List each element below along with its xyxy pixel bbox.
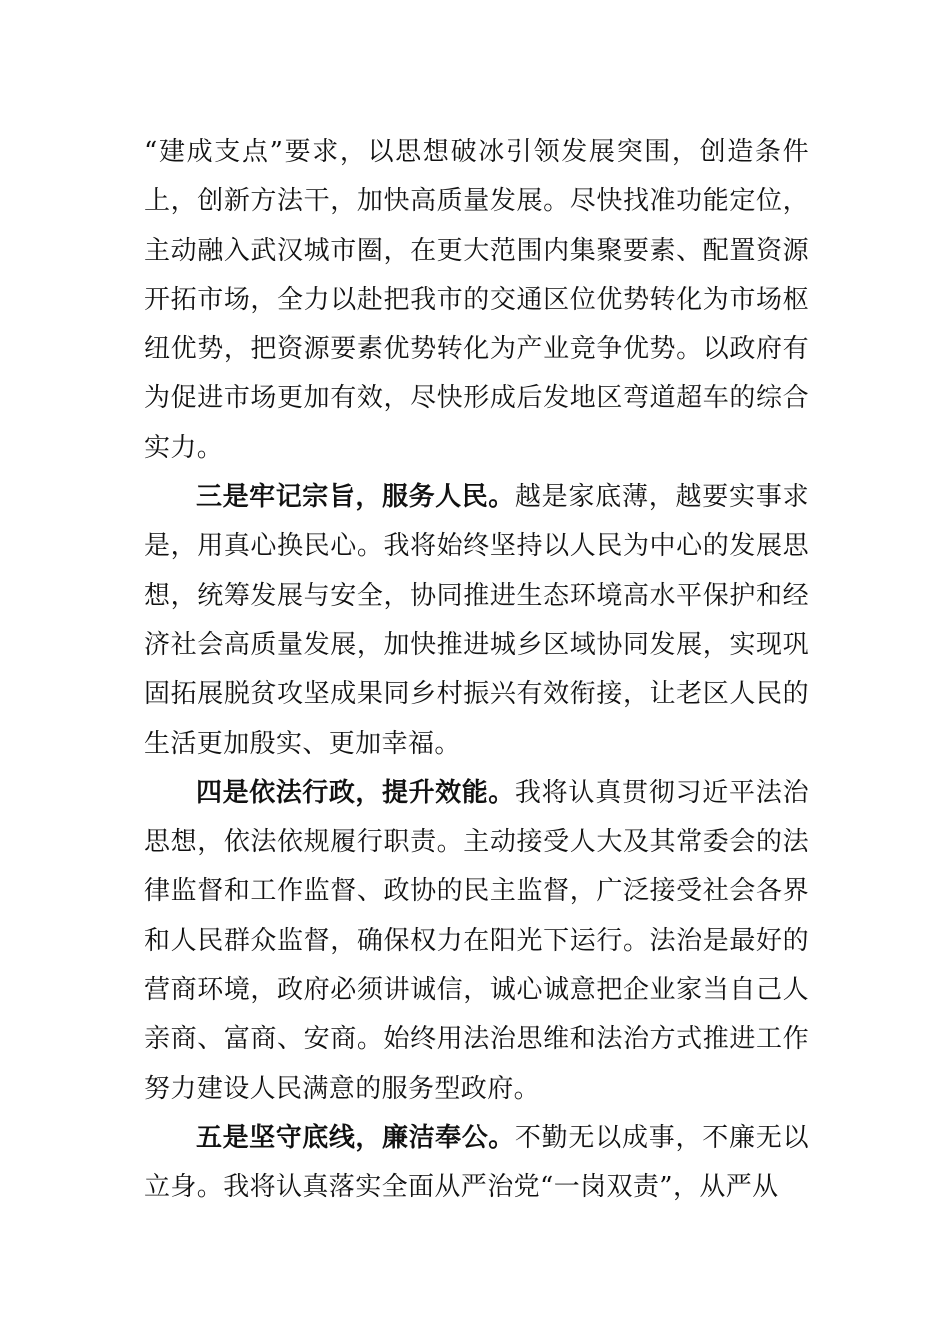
paragraph-1 xyxy=(144,128,809,473)
paragraph-3 xyxy=(144,769,809,1114)
paragraph-heading: 五是坚守底线，廉洁奉公。 xyxy=(196,1122,515,1153)
paragraph-4 xyxy=(144,1114,809,1213)
paragraph-2 xyxy=(144,473,809,769)
paragraph-text: 我将认真贯彻习近平法治思想，依法依规履行职责。主动接受人大及其常委会的法律监督和工作监督、政协的民主监督，广泛接受社会各界和人民群众监督，确保权力在阳光下运行。法治是最好的营商环境，政府必须讲诚信，诚心诚意把企业家当自己人亲商、富商、安商。始终用法治思维和法治方式推进工作努力建设人民满意的服务型政府。 xyxy=(144,777,809,1104)
paragraph-heading: 三是牢记宗旨，服务人民。 xyxy=(196,482,515,513)
document-body xyxy=(144,128,809,1213)
paragraph-text: 不勤无以成事，不廉无以立身。我将认真落实全面从严治党“一岗双责”，从严从 xyxy=(144,1122,809,1203)
paragraph-text: “建成支点”要求，以思想破冰引领发展突围，创造条件上，创新方法干，加快高质量发展。尽快找准功能定位，主动融入武汉城市圈，在更大范围内集聚要素、配置资源开拓市场，全力以赴把我市的交通区位优势转化为市场枢纽优势，把资源要素优势转化为产业竞争优势。以政府有为促进市场更加有效，尽快形成后发地区弯道超车的综合实力。 xyxy=(144,137,809,463)
paragraph-heading: 四是依法行政，提升效能。 xyxy=(196,777,515,808)
paragraph-text: 越是家底薄，越要实事求是，用真心换民心。我将始终坚持以人民为中心的发展思想，统筹发展与安全，协同推进生态环境高水平保护和经济社会高质量发展，加快推进城乡区域协同发展，实现巩固拓展脱贫攻坚成果同乡村振兴有效衔接，让老区人民的生活更加殷实、更加幸福。 xyxy=(144,482,809,759)
